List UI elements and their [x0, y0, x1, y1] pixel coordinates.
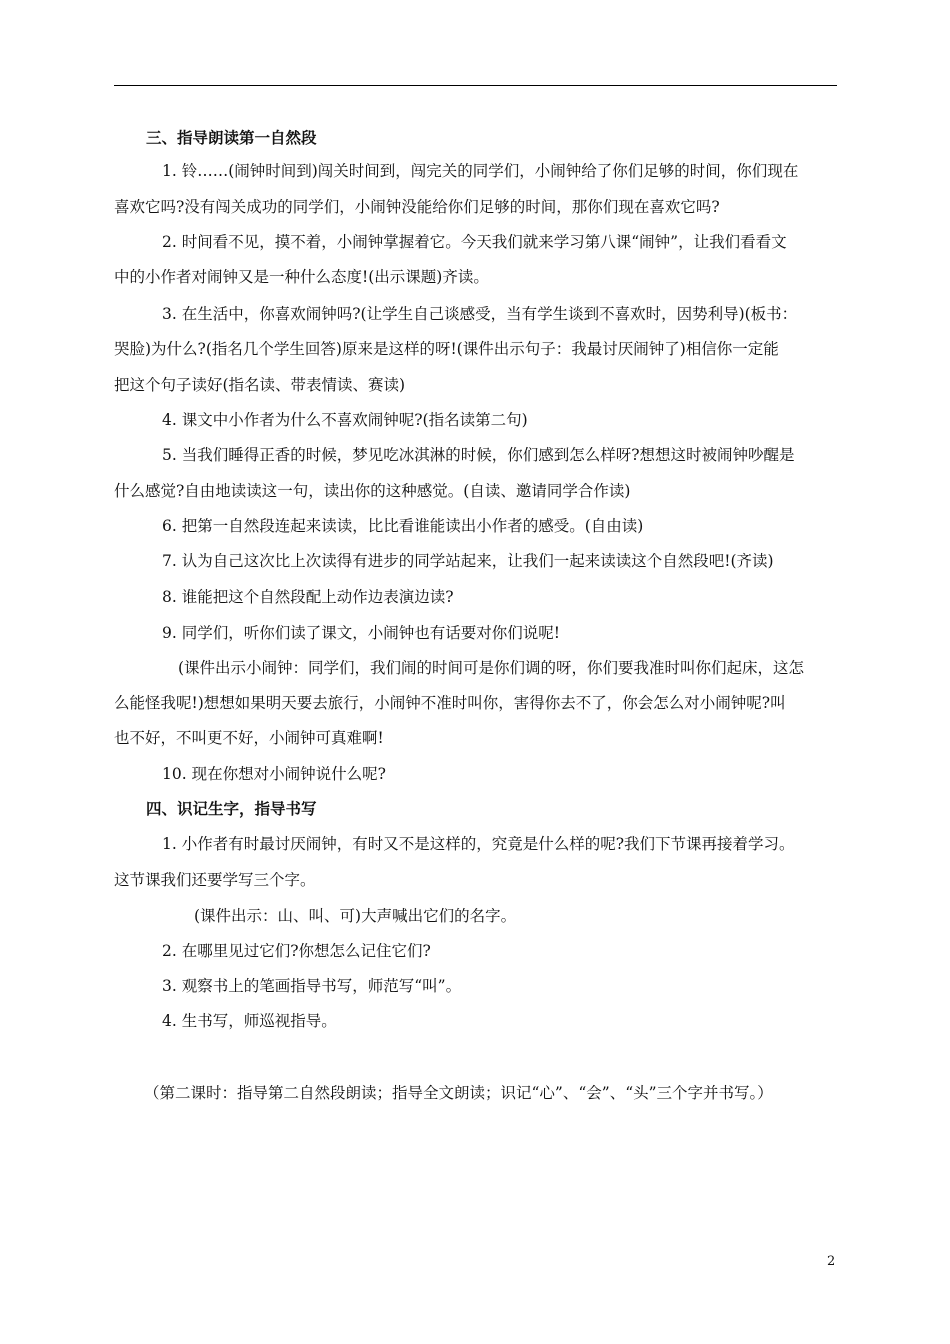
paragraph-line: 1. 小作者有时最讨厌闹钟，有时又不是这样的，究竟是什么样的呢?我们下节课再接着学习。 — [162, 835, 795, 853]
paragraph-line: 6. 把第一自然段连起来读读，比比看谁能读出小作者的感受。(自由读) — [162, 517, 644, 535]
paragraph-line: 4. 生书写，师巡视指导。 — [162, 1012, 337, 1030]
paragraph-line: 3. 在生活中，你喜欢闹钟吗?(让学生自己谈感受，当有学生谈到不喜欢时，因势利导)(板书： — [162, 305, 798, 323]
paragraph-line: 3. 观察书上的笔画指导书写，师范写“叫”。 — [162, 977, 462, 995]
paragraph-line: 10. 现在你想对小闹钟说什么呢? — [162, 765, 386, 783]
section-heading-4: 四、识记生字，指导书写 — [146, 799, 317, 818]
paragraph-line: 么能怪我呢!)想想如果明天要去旅行，小闹钟不准时叫你，害得你去不了，你会怎么对小闹钟呢?叫 — [114, 694, 786, 712]
page-number: 2 — [827, 1254, 836, 1269]
paragraph-line: 也不好，不叫更不好，小闹钟可真难啊! — [114, 729, 384, 747]
paragraph-line: (课件出示小闹钟：同学们，我们闹的时间可是你们调的呀，你们要我准时叫你们起床，这怎 — [178, 659, 805, 677]
paragraph-line: 中的小作者对闹钟又是一种什么态度!(出示课题)齐读。 — [114, 268, 489, 286]
paragraph-line: 2. 在哪里见过它们?你想怎么记住它们? — [162, 942, 431, 960]
paragraph-line: 把这个句子读好(指名读、带表情读、赛读) — [114, 376, 406, 394]
section-heading-3: 三、指导朗读第一自然段 — [146, 128, 317, 147]
paragraph-line: 喜欢它吗?没有闯关成功的同学们，小闹钟没能给你们足够的时间，那你们现在喜欢它吗? — [114, 198, 720, 216]
paragraph-line: 8. 谁能把这个自然段配上动作边表演边读? — [162, 588, 454, 606]
paragraph-line: 7. 认为自己这次比上次读得有进步的同学站起来，让我们一起来读读这个自然段吧!(齐读) — [162, 552, 774, 570]
paragraph-line: 这节课我们还要学写三个字。 — [114, 871, 316, 889]
header-rule — [114, 85, 837, 86]
paragraph-line: 2. 时间看不见，摸不着，小闹钟掌握着它。今天我们就来学习第八课“闹钟”，让我们看看文 — [162, 233, 787, 251]
paragraph-line: (课件出示：山、叫、可)大声喊出它们的名字。 — [194, 907, 517, 925]
paragraph-line: 5. 当我们睡得正香的时候，梦见吃冰淇淋的时候，你们感到怎么样呀?想想这时被闹钟吵醒是 — [162, 446, 795, 464]
paragraph-line: 哭脸)为什么?(指名几个学生回答)原来是这样的呀!(课件出示句子：我最讨厌闹钟了)相信你一定能 — [114, 340, 779, 358]
paragraph-line: 4. 课文中小作者为什么不喜欢闹钟呢?(指名读第二句) — [162, 411, 528, 429]
paragraph-line: 什么感觉?自由地读读这一句，读出你的这种感觉。(自读、邀请同学合作读) — [114, 482, 631, 500]
paragraph-line: 9. 同学们，听你们读了课文，小闹钟也有话要对你们说呢! — [162, 624, 560, 642]
lesson-note: （第二课时：指导第二自然段朗读；指导全文朗读；识记“心”、“会”、“头”三个字并书写。） — [144, 1084, 773, 1102]
paragraph-line: 1. 铃……(闹钟时间到)闯关时间到，闯完关的同学们，小闹钟给了你们足够的时间，你们现在 — [162, 162, 799, 180]
